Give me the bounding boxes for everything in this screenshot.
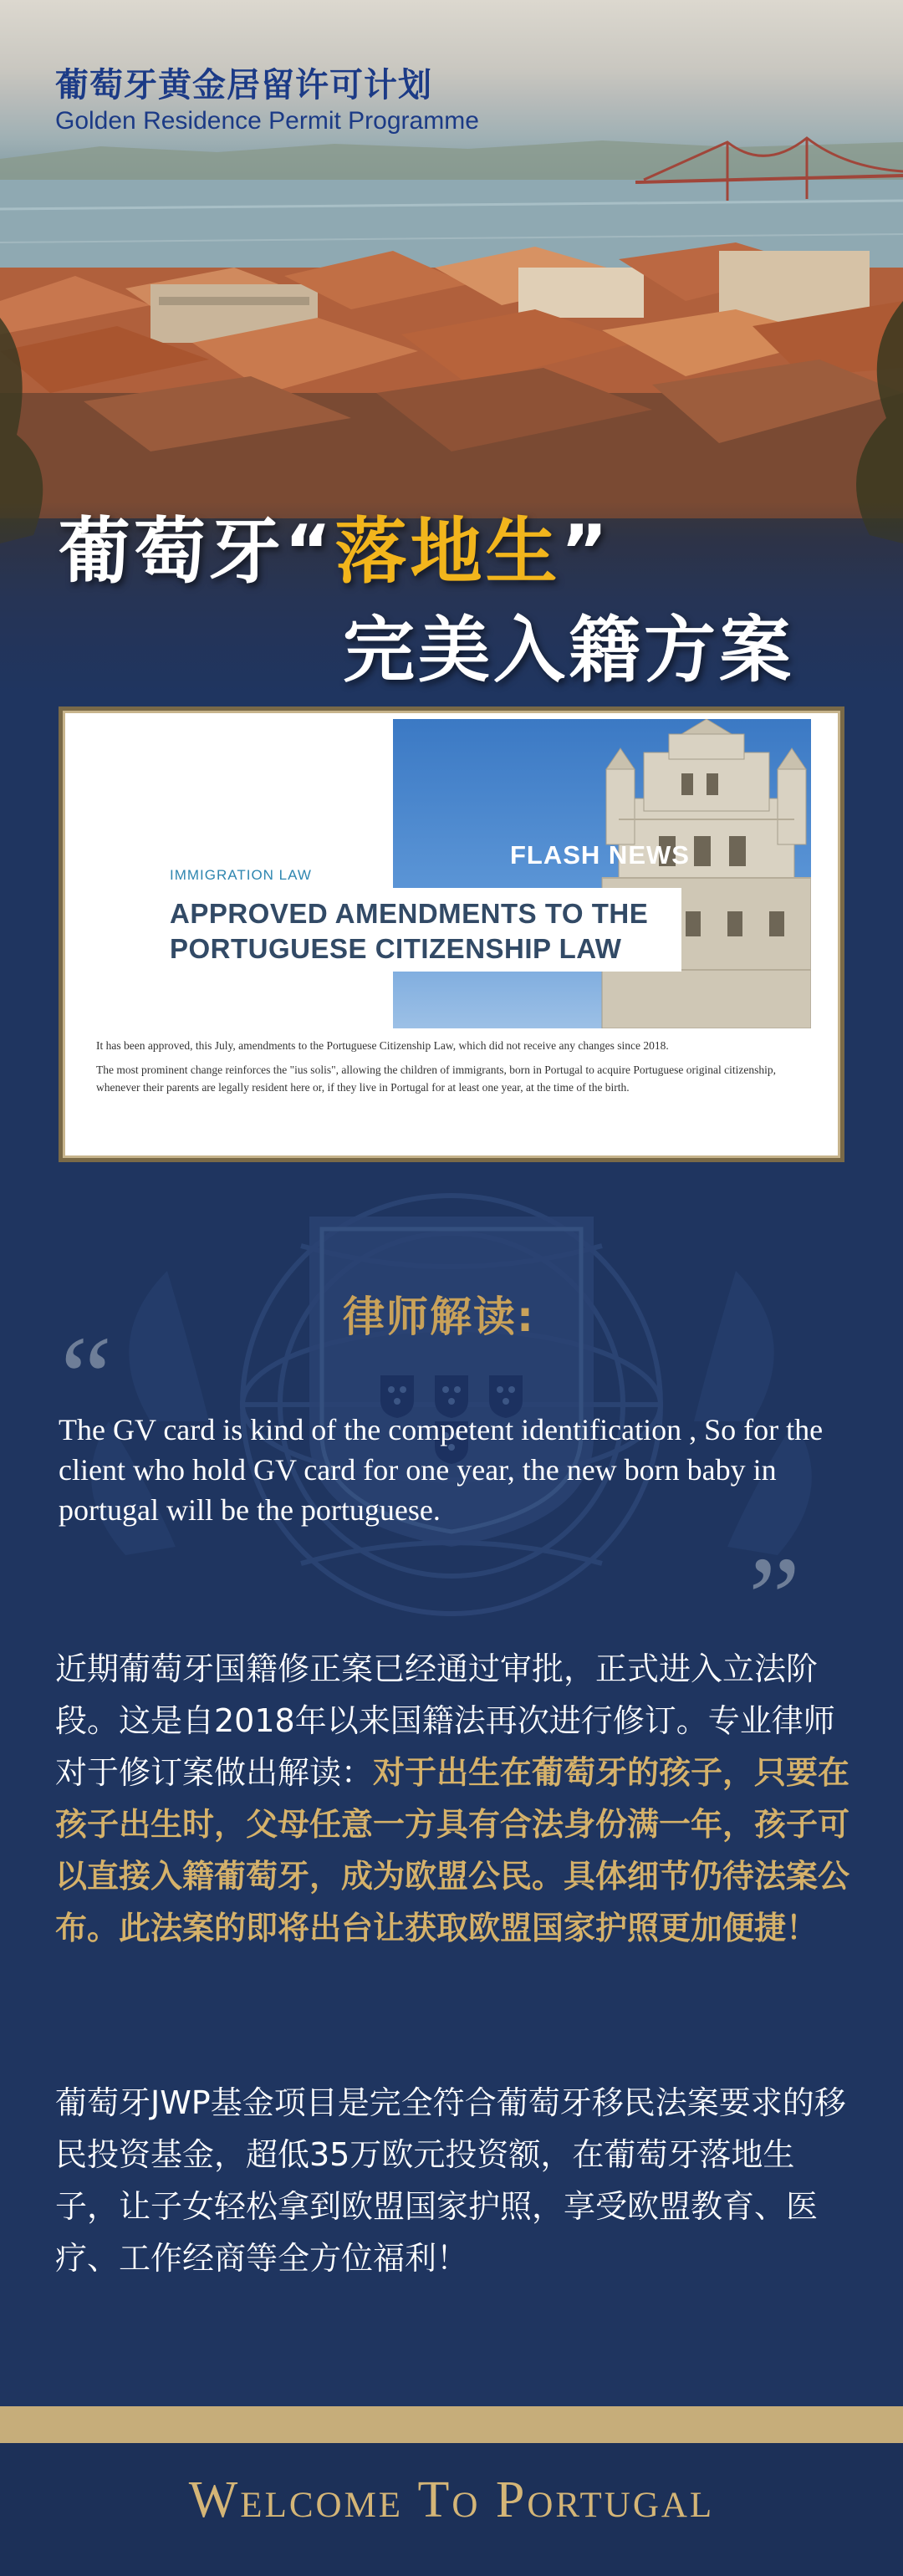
lawyer-section-title: 律师解读: (343, 1293, 535, 1341)
news-card (59, 706, 844, 1162)
brand-title-cn: 葡萄牙黄金居留许可计划 (55, 66, 432, 105)
hero-prefix: 葡萄牙 (59, 510, 284, 594)
tower-illustration (393, 719, 811, 1028)
hero-quote-close: ” (560, 510, 612, 594)
hero-headline-line1 (59, 493, 611, 597)
close-quote-icon: ” (748, 1533, 801, 1663)
footer-welcome-text: Welcome To Portugal (188, 2471, 715, 2528)
hero-headline-line2: 完美入籍方案 (343, 609, 794, 692)
belem-tower-photo (393, 719, 811, 1028)
amendment-paragraph (55, 1643, 858, 1954)
brand-title-en: Golden Residence Permit Programme (55, 107, 479, 135)
jwp-fund-paragraph: 葡萄牙JWP基金项目是完全符合葡萄牙移民法案要求的移民投资基金，超低35万欧元投资额，在葡萄牙落地生子，让子女轻松拿到欧盟国家护照，享受欧盟教育、医疗、工作经商等全方位福利！ (55, 2084, 846, 2277)
news-headline-line1: APPROVED AMENDMENTS TO THE (170, 898, 649, 929)
news-kicker: IMMIGRATION LAW (170, 867, 312, 883)
hero-highlight: 落地生 (334, 510, 561, 594)
amendment-highlight-text: 对于出生在葡萄牙的孩子，只要在孩子出生时，父母任意一方具有合法身份满一年，孩子可以直接入籍葡萄牙，成为欧盟公民。具体细节仍待法案公布。此法案的即将出台让获取欧盟国家护照更加便捷！ (55, 1754, 850, 1946)
news-headline (163, 888, 681, 972)
flash-news-label: FLASH NEWS (510, 840, 690, 870)
hero-quote-open: “ (284, 510, 335, 594)
news-body (96, 1037, 815, 1103)
news-paragraph-1: It has been approved, this July, amendments to the Portuguese Citizenship Law, which did not receive any changes since 2018. (96, 1039, 669, 1052)
footer-gold-band (0, 2406, 903, 2443)
news-paragraph-2: The most prominent change reinforces the "ius solis", allowing the children of immigrants, born in Portugal to acquire Portuguese original citizenship, whenever their parents are legally resident here or, if they live in Portugal for at least one year, at the time of the birth. (96, 1064, 776, 1094)
amendment-plain-text: 近期葡萄牙国籍修正案已经通过审批，正式进入立法阶段。这是自2018年以来国籍法再次进行修订。专业律师对于修订案做出解读： (55, 1650, 835, 1791)
open-quote-icon: “ (60, 1313, 113, 1442)
news-headline-line2: PORTUGUESE CITIZENSHIP LAW (170, 933, 622, 964)
lawyer-quote-english: The GV card is kind of the competent identification , So for the client who hold GV card for one year, the new born baby in portugal will be the portuguese. (59, 1413, 824, 1527)
hero-banner (0, 0, 903, 694)
